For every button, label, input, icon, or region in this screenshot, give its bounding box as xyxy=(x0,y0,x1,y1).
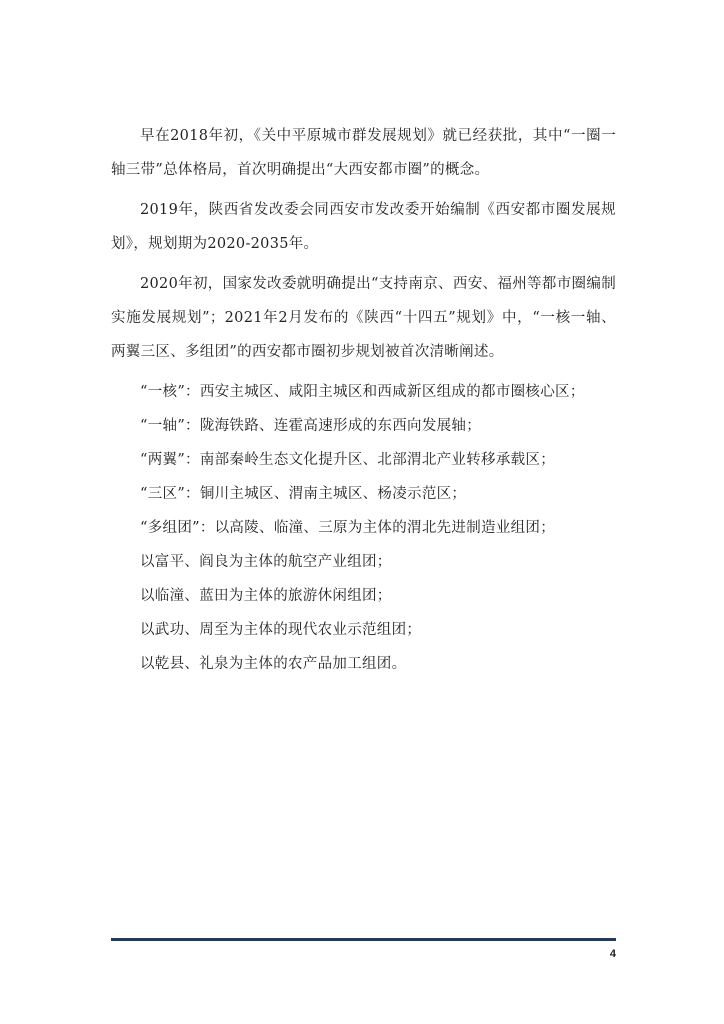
footer-divider xyxy=(111,938,616,941)
paragraph-fourteenth-five-year-plan: 2020年初，国家发改委就明确提出“支持南京、西安、福州等都市圈编制实施发展规划”；2021年2月发布的《陕西“十四五”规划》中，“一核一轴、两翼三区、多组团”的西安都市圈初步规划被首次清晰阐述。 xyxy=(111,276,616,360)
list-item: “多组团”：以高陵、临潼、三原为主体的渭北先进制造业组团； xyxy=(140,520,556,536)
list-item: “三区”：铜川主城区、渭南主城区、杨凌示范区； xyxy=(140,486,467,502)
list-item: 以武功、周至为主体的现代农业示范组团； xyxy=(140,622,422,638)
plan-structure-list xyxy=(111,375,616,681)
list-item: “一核”：西安主城区、咸阳主城区和西咸新区组成的都市圈核心区； xyxy=(140,384,585,400)
paragraph-metropolitan-concept: 早在2018年初，《关中平原城市群发展规划》就已经获批，其中“一圈一轴三带”总体格局，首次明确提出“大西安都市圈”的概念。 xyxy=(111,128,616,178)
list-item: “两翼”：南部秦岭生态文化提升区、北部渭北产业转移承载区； xyxy=(140,452,556,468)
list-item: 以临潼、蓝田为主体的旅游休闲组团； xyxy=(140,588,392,604)
list-item: 以富平、阎良为主体的航空产业组团； xyxy=(140,554,392,570)
page-number: 4 xyxy=(609,948,616,960)
list-item: 以乾县、礼泉为主体的农产品加工组团。 xyxy=(140,656,407,672)
paragraph-planning-compilation: 2019年，陕西省发改委会同西安市发改委开始编制《西安都市圈发展规划》，规划期为2020-2035年。 xyxy=(111,202,616,252)
list-item: “一轴”：陇海铁路、连霍高速形成的东西向发展轴； xyxy=(140,418,482,434)
document-body xyxy=(111,119,616,681)
